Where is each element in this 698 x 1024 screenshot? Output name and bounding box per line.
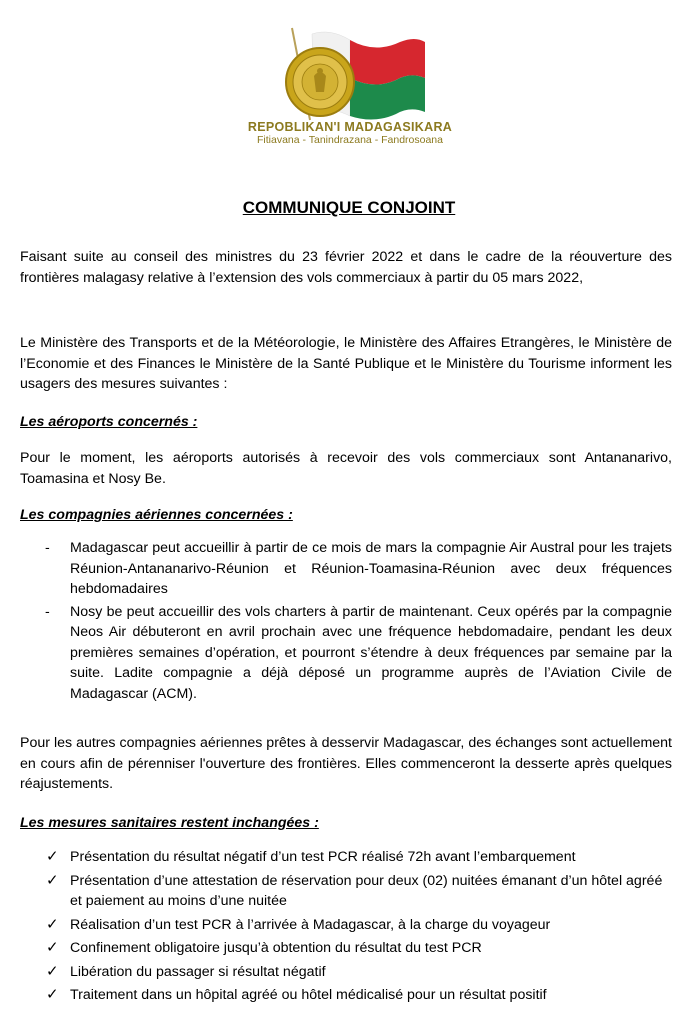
list-item-text: Présentation du résultat négatif d’un test PCR réalisé 72h avant l’embarquement <box>70 849 576 865</box>
sanitary-measures-list <box>20 847 672 1009</box>
list-item-text: Présentation d’une attestation de réservation pour deux (02) nuitées émanant d’un hôtel agréé et paiement au moins d’une nuitée <box>70 872 663 909</box>
list-item <box>20 847 672 868</box>
list-item-text: Nosy be peut accueillir des vols charters à partir de maintenant. Ceux opérés par la compagnie Neos Air débuteront en avril prochain avec une fréquence hebdomadaire, pendant les deux premières semaines d’opération, et pourront s’étendre à deux fréquences par semaine par la suite. Ladite compagnie a déjà déposé un programme auprès de l’Aviation Civile de Madagascar (ACM). <box>70 603 672 702</box>
document-title: COMMUNIQUE CONJOINT <box>242 198 456 217</box>
other-airlines-paragraph: Pour les autres compagnies aériennes prêtes à desservir Madagascar, des échanges sont actuellement en cours afin de pérenniser l'ouverture des frontières. Elles commenceront la desserte après quelques réajustements. <box>20 735 672 792</box>
checkmark-icon: ✓ <box>46 915 59 933</box>
airports-heading: Les aéroports concernés : <box>20 414 198 430</box>
checkmark-icon: ✓ <box>46 848 59 865</box>
list-item <box>20 915 672 936</box>
intro-paragraph: Faisant suite au conseil des ministres du 23 février 2022 et dans le cadre de la réouverture des frontières malagasy relative à l’extension des vols commerciaux à partir du 05 mars 2022, <box>20 249 672 286</box>
airlines-list <box>20 538 672 706</box>
airlines-heading: Les compagnies aériennes concernées : <box>20 507 293 523</box>
airports-paragraph: Pour le moment, les aéroports autorisés à recevoir des vols commerciaux sont Antananarivo, Toamasina et Nosy Be. <box>20 450 672 487</box>
ministries-paragraph: Le Ministère des Transports et de la Météorologie, le Ministère des Affaires Etrangères, le Ministère de l’Economie et des Finances le Ministère de la Santé Publique et le Ministère du Tourisme informent les usagers des mesures suivantes : <box>20 335 672 392</box>
list-item-text: Confinement obligatoire jusqu’à obtention du résultat du test PCR <box>70 940 482 956</box>
list-item-text: Libération du passager si résultat négatif <box>70 963 326 980</box>
list-item <box>20 871 672 912</box>
list-item <box>20 602 672 705</box>
checkmark-icon: ✓ <box>46 939 59 956</box>
republic-motto: Fitiavana - Tanindrazana - Fandrosoana <box>256 134 443 146</box>
madagascar-seal-flag-logo <box>270 20 430 130</box>
list-item-text: Traitement dans un hôpital agréé ou hôtel médicalisé pour un résultat positif <box>70 987 547 1003</box>
list-item-text: Réalisation d’un test PCR à l’arrivée à Madagascar, à la charge du voyageur <box>70 916 551 933</box>
sanitary-heading: Les mesures sanitaires restent inchangées : <box>20 815 319 831</box>
list-item <box>20 938 672 959</box>
dash-marker: - <box>45 540 50 556</box>
dash-marker: - <box>45 603 50 620</box>
checkmark-icon: ✓ <box>46 962 59 980</box>
list-item-text: Madagascar peut accueillir à partir de ce mois de mars la compagnie Air Austral pour les trajets Réunion-Antananarivo-Réunion et Réunion-Toamasina-Réunion avec deux fréquences hebdomadaires <box>70 540 672 597</box>
checkmark-icon: ✓ <box>46 986 59 1003</box>
republic-name: REPOBLIKAN'I MADAGASIKARA <box>247 120 453 134</box>
list-item <box>20 538 672 600</box>
list-item <box>20 962 672 983</box>
checkmark-icon: ✓ <box>46 871 59 889</box>
list-item <box>20 985 672 1006</box>
